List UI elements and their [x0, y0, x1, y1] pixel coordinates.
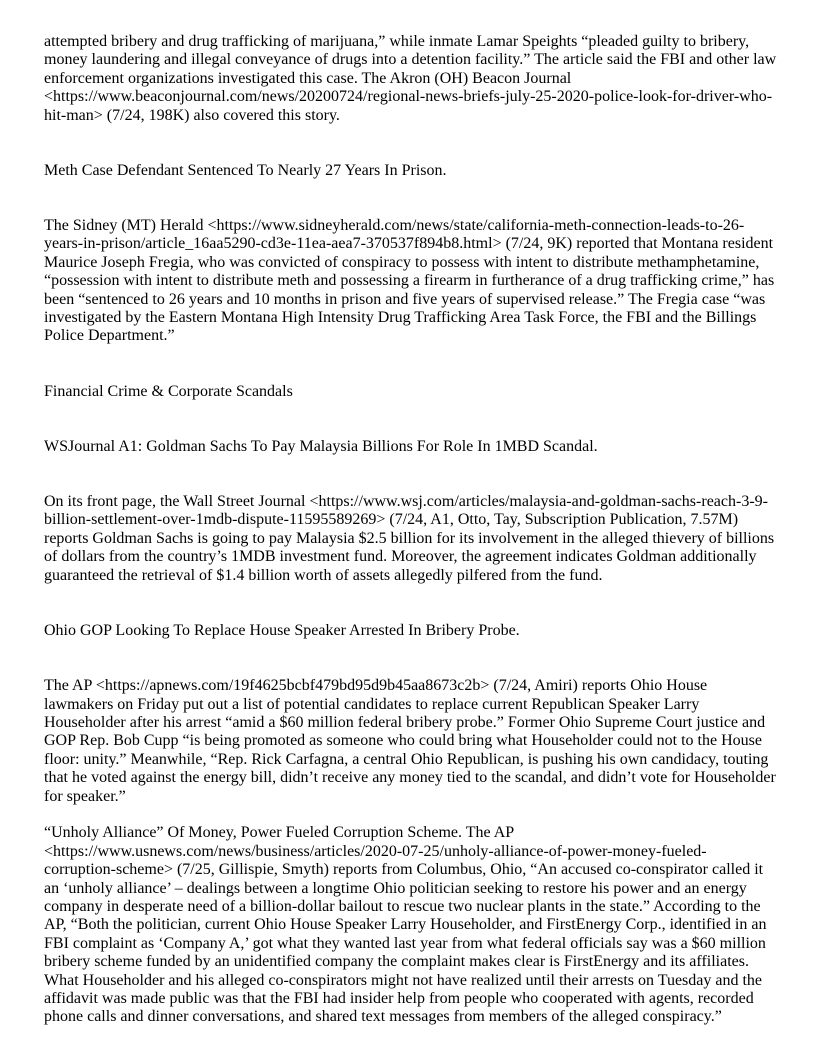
news-paragraph-unholy-alliance: “Unholy Alliance” Of Money, Power Fueled Corruption Scheme. The AP <https://www.usnews.com/news/business/articles/2020-07-25/unholy-alliance-of-power-money-fueled-corruption-scheme> (7/25, Gillispie, Smyth) reports from Columbus, Ohio, “An accused co-conspirator called it an ‘unholy alliance’ – dealings between a longtime Ohio politician seeking to restore his power and an energy company in desperate need of a billion-dollar bailout to rescue two nuclear plants in the state.” According to the AP, “Both the politician, current Ohio House Speaker Larry Householder, and FirstEnergy Corp., identified in an FBI complaint as ‘Company A,’ got what they wanted last year from what federal officials say was a $60 million bribery scheme funded by an unidentified company the complaint makes clear is FirstEnergy and its affiliates. What Householder and his alleged co-conspirators might not have realized until their arrests on Tuesday and the affidavit was made public was that the FBI had insider help from people who cooperated with agents, recorded phone calls and dinner conversations, and shared text messages from members of the alleged conspiracy.”	[44, 824, 767, 1026]
news-paragraph-ap-householder-replacement: The AP <https://apnews.com/19f4625bcbf479bd95d9b45aa8673c2b> (7/24, Amiri) reports Ohio House lawmakers on Friday put out a list of potential candidates to replace current Republican Speaker Larry Householder after his arrest “amid a $60 million federal bribery probe.” Former Ohio Supreme Court justice and GOP Rep. Bob Cupp “is being promoted as someone who could bring what Householder could not to the House floor: unity.” Meanwhile, “Rep. Rick Carfagna, a central Ohio Republican, is pushing his own candidacy, touting that he voted against the energy bill, didn’t receive any money tied to the scandal, and didn’t vote for Householder for speaker.”	[44, 677, 776, 805]
news-paragraph-wsj-goldman-settlement: On its front page, the Wall Street Journal <https://www.wsj.com/articles/malaysia-and-goldman-sachs-reach-3-9-billion-settlement-over-1mdb-dispute-11595589269> (7/24, A1, Otto, Tay, Subscription Publication, 7.57M) reports Goldman Sachs is going to pay Malaysia $2.5 billion for its involvement in the alleged thievery of billions of dollars from the country’s 1MDB investment fund. Moreover, the agreement indicates Goldman additionally guaranteed the retrieval of $1.4 billion worth of assets allegedly pilfered from the fund.	[44, 493, 775, 584]
headline-wsj-goldman-sachs: WSJournal A1: Goldman Sachs To Pay Malaysia Billions For Role In 1MBD Scandal.	[44, 437, 598, 455]
section-heading-financial-crime: Financial Crime & Corporate Scandals	[44, 382, 293, 400]
news-paragraph-akron-bribery: attempted bribery and drug trafficking of marijuana,” while inmate Lamar Speights “pleaded guilty to bribery, money laundering and illegal conveyance of drugs into a detention facility.” The article said the FBI and other law enforcement organizations investigated this case. The Akron (OH) Beacon Journal <https://www.beaconjournal.com/news/20200724/regional-news-briefs-july-25-2020-police-look-for-driver-who-hit-man> (7/24, 198K) also covered this story.	[44, 33, 777, 124]
document-body	[44, 33, 778, 1027]
headline-ohio-gop-speaker: Ohio GOP Looking To Replace House Speaker Arrested In Bribery Probe.	[44, 621, 520, 639]
news-paragraph-sidney-herald-fregia: The Sidney (MT) Herald <https://www.sidneyherald.com/news/state/california-meth-connection-leads-to-26-years-in-prison/article_16aa5290-cd3e-11ea-aea7-370537f894b8.html> (7/24, 9K) reported that Montana resident Maurice Joseph Fregia, who was convicted of conspiracy to possess with intent to distribute methamphetamine, “possession with intent to distribute meth and possessing a firearm in furtherance of a drug trafficking crime,” has been “sentenced to 26 years and 10 months in prison and five years of supervised release.” The Fregia case “was investigated by the Eastern Montana High Intensity Drug Trafficking Area Task Force, the FBI and the Billings Police Department.”	[44, 217, 775, 345]
headline-meth-case-sentenced: Meth Case Defendant Sentenced To Nearly 27 Years In Prison.	[44, 161, 447, 179]
